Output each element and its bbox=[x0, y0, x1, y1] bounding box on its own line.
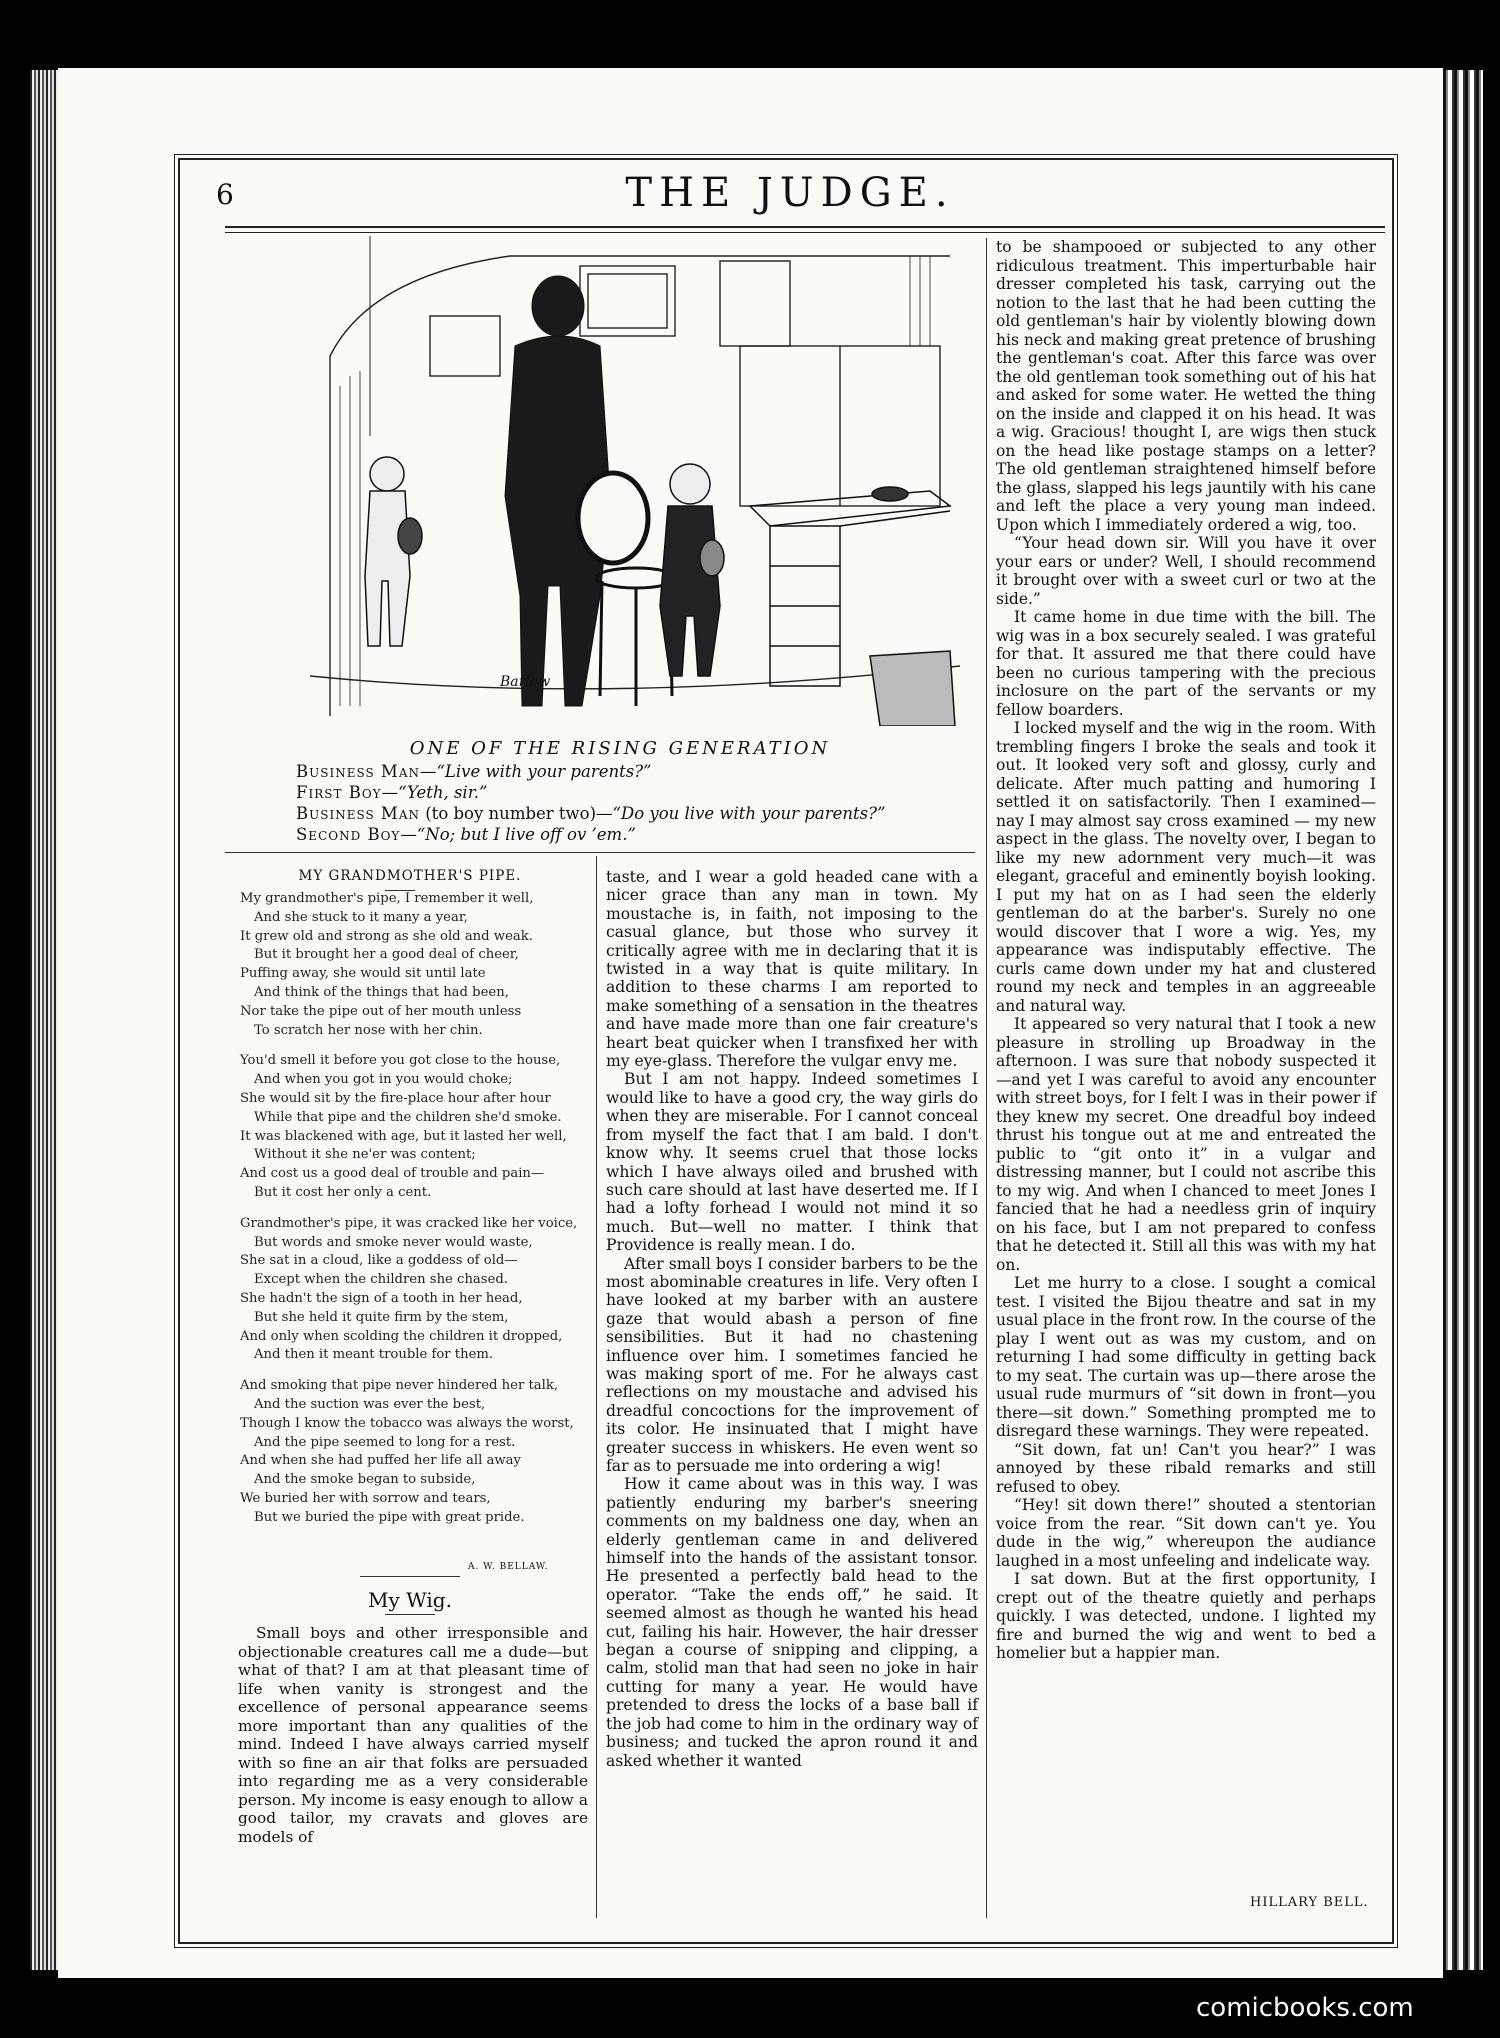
dialogue-line: Second Boy—“No; but I live off ov ’em.” bbox=[296, 825, 636, 844]
header-rule-thin bbox=[225, 232, 1385, 233]
dialogue-line: Business Man (to boy number two)—“Do you live with your parents?” bbox=[296, 804, 886, 823]
column-rule bbox=[986, 238, 987, 1918]
title-rule bbox=[385, 1614, 435, 1615]
poem-body: My grandmother's pipe, I remember it well, And she stuck to it many a year, It grew old and strong as she old and weak. But it brought her a good deal of cheer, Puffing away, she would sit until late And think of the things that had been, Nor take the pipe out of her mouth unless To scratch her nose with her chin. You'd smell it before you got close to the house, And when you got in you would choke; She would sit by the fire-place hour after hour While that pipe and the children she'd smoke. It was blackened with age, but it lasted her well, Without it she ne'er was content; And cost us a good deal of trouble and pain— But it cost her only a cent. Grandmother's pipe, it was cracked like her voice, But words and smoke never would waste, She sat in a cloud, like a goddess of old— Except when the children she chased. She hadn't the sign of a tooth in her head, But she held it quite firm by the stem, And only when scolding the children it dropped, And then it meant trouble for them. And smoking that pipe never hindered her talk, And the suction was ever the best, Though I know the tobacco was always the worst, And the pipe seemed to long for a rest. And when she had puffed her life all away And the smoke began to subside, We buried her with sorrow and tears, But we buried the pipe with great pride. bbox=[240, 891, 578, 1525]
poem-author: A. W. BELLAW. bbox=[468, 1562, 549, 1572]
column-rule bbox=[596, 856, 597, 1918]
page-number: 6 bbox=[216, 178, 234, 211]
article-column-1: Small boys and other irresponsible and objectionable creatures call me a dude—but what of that? I am at that pleasant time of life when vanity is strongest and the excellence of personal appearance seems more important than any qualities of the mind. Indeed I have always carried myself with so fine an air that folks are persuaded into regarding me as a very considerable person. My income is easy enough to allow a good tailor, my cravats and gloves are models of bbox=[238, 1624, 588, 1846]
page-stack-edge bbox=[1443, 70, 1483, 1970]
cartoon-illustration bbox=[310, 236, 960, 726]
masthead-title: THE JUDGE. bbox=[625, 170, 955, 216]
cartoon-caption-title: ONE OF THE RISING GENERATION bbox=[409, 738, 831, 759]
book-spine-edge bbox=[30, 70, 60, 1970]
article-title: My Wig. bbox=[368, 1588, 452, 1612]
header-rule bbox=[225, 226, 1385, 228]
site-watermark: comicbooks.com bbox=[1196, 1993, 1414, 2023]
article-author: HILLARY BELL. bbox=[1250, 1895, 1369, 1910]
dialogue-line: Business Man—“Live with your parents?” bbox=[296, 762, 652, 781]
article-column-2: taste, and I wear a gold headed cane with a nicer grace than any man in town. My moustache is, in faith, not imposing to the casual glance, but those who survey it critically agree with me in declaring that it is twisted in a way that is quite military. In addition to these charms I am reported to make something of a sensation in the theatres and have made more than one fair creature's heart beat quicker when I transfixed her with my eye-glass. Therefore the vulgar envy me. But I am not happy. Indeed sometimes I would like to have a good cry, the way girls do when they are miserable. For I cannot conceal from myself the fact that I am bald. I don't know why. It seems cruel that those locks which I have always oiled and brushed with such care should at last have deserted me. If I had a lofty forhead I would not mind it so much. But—well no matter. I think that Providence is really mean. I do. After small boys I consider barbers to be the most abominable creatures in life. Very often I have looked at my barber with an austere gaze that would abash a person of fine sensibilities. But it had no chastening influence over him. I sometimes fancied he was making sport of me. For he always cast reflections on my moustache and advised his dreadful concoctions for the improvement of its color. He insinuated that I might have greater success in whiskers. He even went so far as to persuade me into ordering a wig! How it came about was in this way. I was patiently enduring my barber's sneering comments on my baldness one day, when an elderly gentleman came in and delivered himself into the hands of the assistant tonsor. He presented a perfectly bald head to the operator. “Take the ends off,” he said. It seemed almost as though he wanted his head cut, failing his hair. However, the hair dresser began a course of snipping and clipping, a calm, stolid man that had seen no joke in hair cutting for many a year. He would have pretended to dress the locks of a base ball if the job had come to him in the ordinary way of business; and tucked the apron round it and asked whether it wanted bbox=[606, 868, 978, 1770]
artist-signature: Barlow bbox=[500, 674, 551, 690]
illustration-divider bbox=[225, 852, 975, 853]
poem-title: MY GRANDMOTHER'S PIPE. bbox=[298, 868, 522, 884]
dialogue-line: First Boy—“Yeth, sir.” bbox=[296, 783, 488, 802]
section-rule bbox=[360, 1576, 460, 1577]
article-column-3: to be shampooed or subjected to any other ridiculous treatment. This imperturbable hair dresser completed his task, carrying out the notion to the last that he had been cutting the old gentleman's hair by violently blowing down his neck and making great pretence of brushing the gentleman's coat. After this farce was over the old gentleman took something out of his hat and asked for some water. He wetted the thing on the inside and clapped it on his head. It was a wig. Gracious! thought I, are wigs then stuck on the head like postage stamps on a letter? The old gentleman straightened himself before the glass, slapped his legs jauntily with his cane and left the place a very young man indeed. Upon which I immediately ordered a wig, too. “Your head down sir. Will you have it over your ears or under? Well, I should recommend it brought over with a sweet curl or two at the side.” It came home in due time with the bill. The wig was in a box securely sealed. I was grateful for that. It assured me that there could have been no curious tampering with the precious inclosure on the part of the servants or my fellow boarders. I locked myself and the wig in the room. With trembling fingers I broke the seals and took it out. It looked very soft and glossy, curly and delicate. After much patting and humoring I settled it on satisfactorily. Then I examined—nay I may almost say cross examined — my new aspect in the glass. The novelty over, I began to like my new adornment very much—it was elegant, graceful and eminently boyish looking. I put my hat on as I had seen the elderly gentleman do at the barber's. Surely no one would discover that I wore a wig. Yes, my appearance was indisputably effective. The curls came down under my hat and clustered round my neck and temples in an aggreeable and natural way. It appeared so very natural that I took a new pleasure in strolling up Broadway in the afternoon. I was sure that nobody suspected it—and yet I was careful to avoid any encounter with street boys, for I felt I was in their power if they knew my secret. One dreadful boy indeed thrust his tongue out at me and entreated the public to “git onto it” in a vulgar and distressing manner, but I could not ascribe this to my wig. And when I chanced to meet Jones I fancied that he had a needless grin of inquiry on his face, but I am not prepared to confess that he detected it. Still all this was with my hat on. Let me hurry to a close. I sought a comical test. I visited the Bijou theatre and sat in my usual place in the front row. In the course of the play I went out as was my custom, and on returning I had some difficulty in getting back to my seat. The curtain was up—there arose the usual rude murmurs of “sit down in front—you there—sit down.” Something prompted me to disregard these warnings. They were repeated. “Sit down, fat un! Can't you hear?” I was annoyed by these ribald remarks and still refused to obey. “Hey! sit down there!” shouted a stentorian voice from the rear. “Sit down can't ye. You dude in the wig,” whereupon the audiance laughed in a most unfeeling and indelicate way. I sat down. But at the first opportunity, I crept out of the theatre quietly and perhaps quickly. I was detected, undone. I lighted my fire and burned the wig and went to bed a homelier but a happier man. bbox=[996, 238, 1376, 1662]
